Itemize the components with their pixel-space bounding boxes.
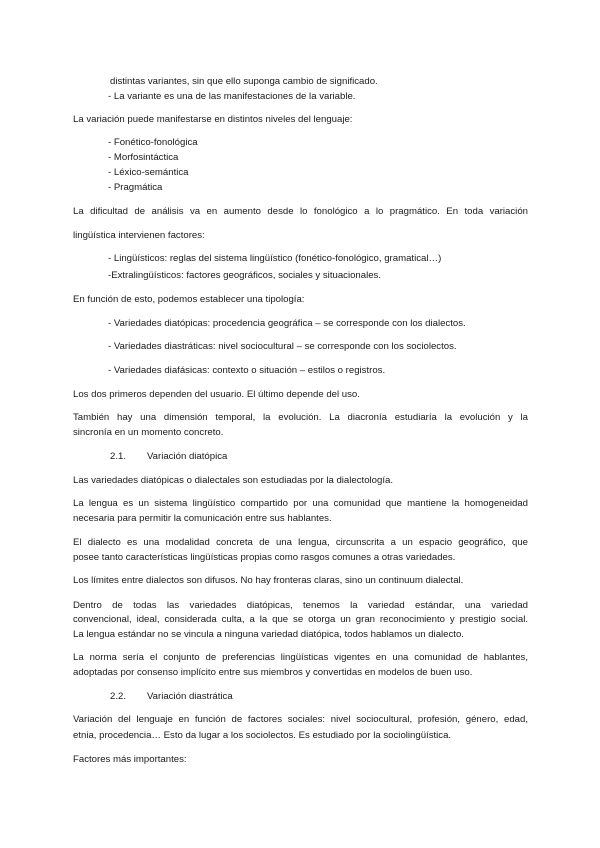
diatopic-paragraph-2-line-1: La lengua es un sistema lingüístico compartido por una comunidad que mantiene la homogeneidad [73,498,528,509]
difficulty-line-2: lingüística intervienen factores: [73,230,205,241]
factor-item: - Lingüísticos: reglas del sistema lingüístico (fonético-fonológico, gramatical…) [108,253,442,264]
diatopic-paragraph-5-line-3: La lengua estándar no se vincula a ninguna variedad diatópica, todos hablamos un dialecto. [73,629,464,640]
users-paragraph: Los dos primeros dependen del usuario. El último depende del uso. [73,389,360,400]
diatopic-paragraph-6-line-2: adoptadas por consenso implícito entre sus miembros y convertidas en modelos de buen uso. [73,667,473,678]
diastratic-factors-heading: Factores más importantes: [73,754,187,765]
difficulty-line-1: La dificultad de análisis va en aumento desde lo fonológico a lo pragmático. En toda variación [73,206,528,217]
temporal-line-1: También hay una dimensión temporal, la evolución. La diacronía estudiaría la evolución y la [73,412,528,423]
section-number: 2.1. [110,451,127,462]
diatopic-paragraph-4: Los límites entre dialectos son difusos. No hay fronteras claras, sino un continuum dialectal. [73,575,464,586]
diastratic-paragraph-1-line-1: Variación del lenguaje en función de factores sociales: nivel sociocultural, profesión, género, edad, [73,714,528,725]
diatopic-paragraph-3-line-1: El dialecto es una modalidad concreta de una lengua, circunscrita a un espacio geográfico, que [73,537,528,548]
diatopic-paragraph-3-line-2: posee tanto características lingüísticas propias como rasgos comunes a otras variedades. [73,552,456,563]
level-item: - Pragmática [108,182,163,193]
level-item: - Morfosintáctica [108,152,179,163]
level-item: - Léxico-semántica [108,167,189,178]
intro-dash-item: - La variante es una de las manifestaciones de la variable. [108,91,356,102]
typology-intro: En función de esto, podemos establecer una tipología: [73,294,305,305]
diastratic-paragraph-1-line-2: etnia, procedencia… Esto da lugar a los sociolectos. Es estudiado por la sociolingüística. [73,730,452,741]
diatopic-paragraph-5-line-2: convencional, ideal, considerada culta, a la que se otorga un gran reconocimiento y prestigio social. [73,614,528,625]
diatopic-paragraph-6-line-1: La norma sería el conjunto de preferencias lingüísticas vigentes en una comunidad de hablantes, [73,652,528,663]
section-title: Variación diatópica [147,451,228,462]
variety-item: - Variedades diastráticas: nivel sociocultural – se corresponde con los sociolectos. [108,341,457,352]
factor-item: -Extralingüísticos: factores geográficos, sociales y situacionales. [108,270,382,281]
diatopic-paragraph-5-line-1: Dentro de todas las variedades diatópicas, tenemos la variedad estándar, una variedad [73,600,528,611]
temporal-line-2: sincronía en un momento concreto. [73,427,224,438]
section-number: 2.2. [110,691,127,702]
levels-intro: La variación puede manifestarse en distintos niveles del lenguaje: [73,114,353,125]
intro-continuation: distintas variantes, sin que ello suponga cambio de significado. [110,76,378,87]
section-title: Variación diastrática [147,691,233,702]
diatopic-paragraph-2-line-2: necesaria para permitir la comunicación entre sus hablantes. [73,513,332,524]
level-item: - Fonético-fonológica [108,137,198,148]
variety-item: - Variedades diatópicas: procedencia geográfica – se corresponde con los dialectos. [108,318,466,329]
variety-item: - Variedades diafásicas: contexto o situación – estilos o registros. [108,365,386,376]
diatopic-paragraph-1: Las variedades diatópicas o dialectales son estudiadas por la dialectología. [73,475,393,486]
